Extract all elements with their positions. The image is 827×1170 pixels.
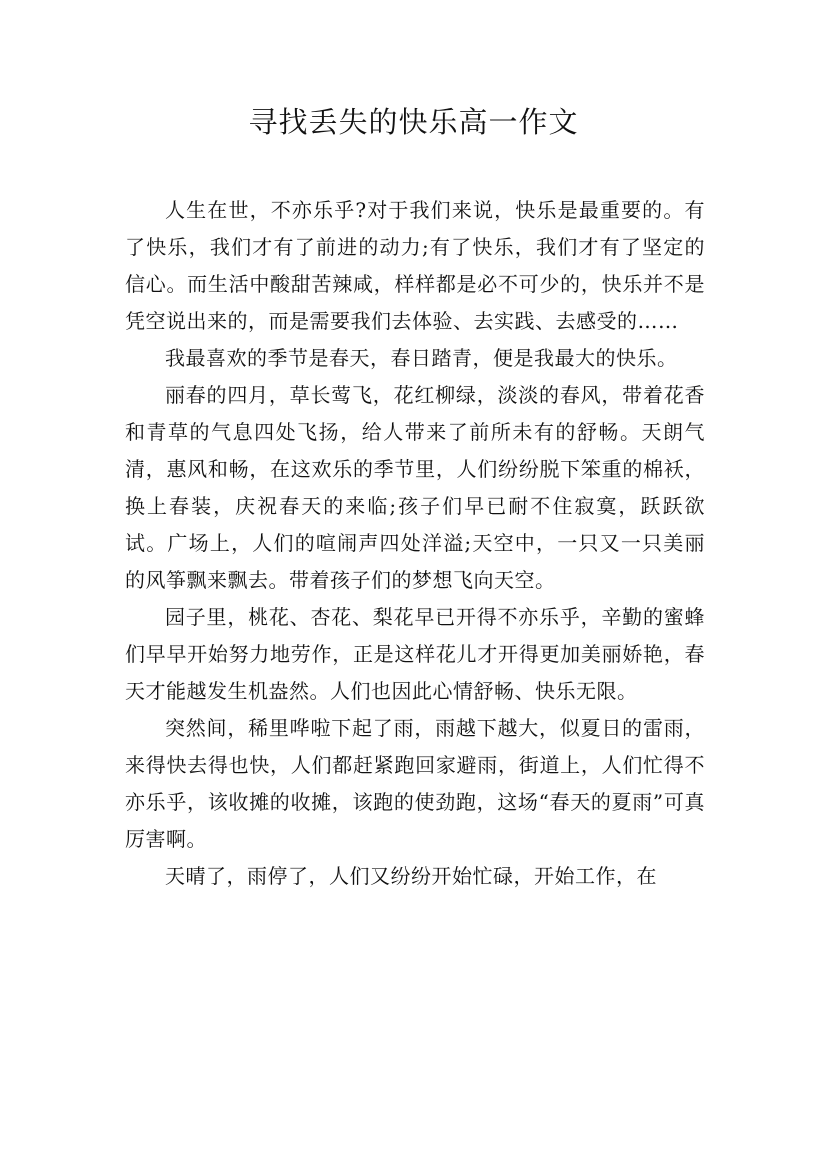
paragraph: 人生在世，不亦乐乎?对于我们来说，快乐是最重要的。有了快乐，我们才有了前进的动力;有了快乐，我们才有了坚定的信心。而生活中酸甜苦辣咸，样样都是必不可少的，快乐并不是凭空说出来的，而是需要我们去体验、去实践、去感受的…… <box>125 198 705 333</box>
document-body <box>125 192 705 895</box>
paragraph: 突然间，稀里哗啦下起了雨，雨越下越大，似夏日的雷雨，来得快去得也快，人们都赶紧跑回家避雨，街道上，人们忙得不亦乐乎，该收摊的收摊，该跑的使劲跑，这场“春天的夏雨”可真厉害啊。 <box>125 716 705 851</box>
document-title: 寻找丢失的快乐高一作文 <box>248 105 579 139</box>
paragraph: 天晴了，雨停了，人们又纷纷开始忙碌，开始工作，在 <box>165 864 657 888</box>
paragraph: 我最喜欢的季节是春天，春日踏青，便是我最大的快乐。 <box>165 346 678 370</box>
paragraph: 丽春的四月，草长莺飞，花红柳绿，淡淡的春风，带着花香和青草的气息四处飞扬，给人带来了前所未有的舒畅。天朗气清，惠风和畅，在这欢乐的季节里，人们纷纷脱下笨重的棉袄，换上春装，庆祝春天的来临;孩子们早已耐不住寂寞，跃跃欲试。广场上，人们的喧闹声四处洋溢;天空中，一只又一只美丽的风筝飘来飘去。带着孩子们的梦想飞向天空。 <box>125 383 705 592</box>
paragraph: 园子里，桃花、杏花、梨花早已开得不亦乐乎，辛勤的蜜蜂们早早开始努力地劳作，正是这样花儿才开得更加美丽娇艳，春天才能越发生机盎然。人们也因此心情舒畅、快乐无限。 <box>125 605 705 703</box>
